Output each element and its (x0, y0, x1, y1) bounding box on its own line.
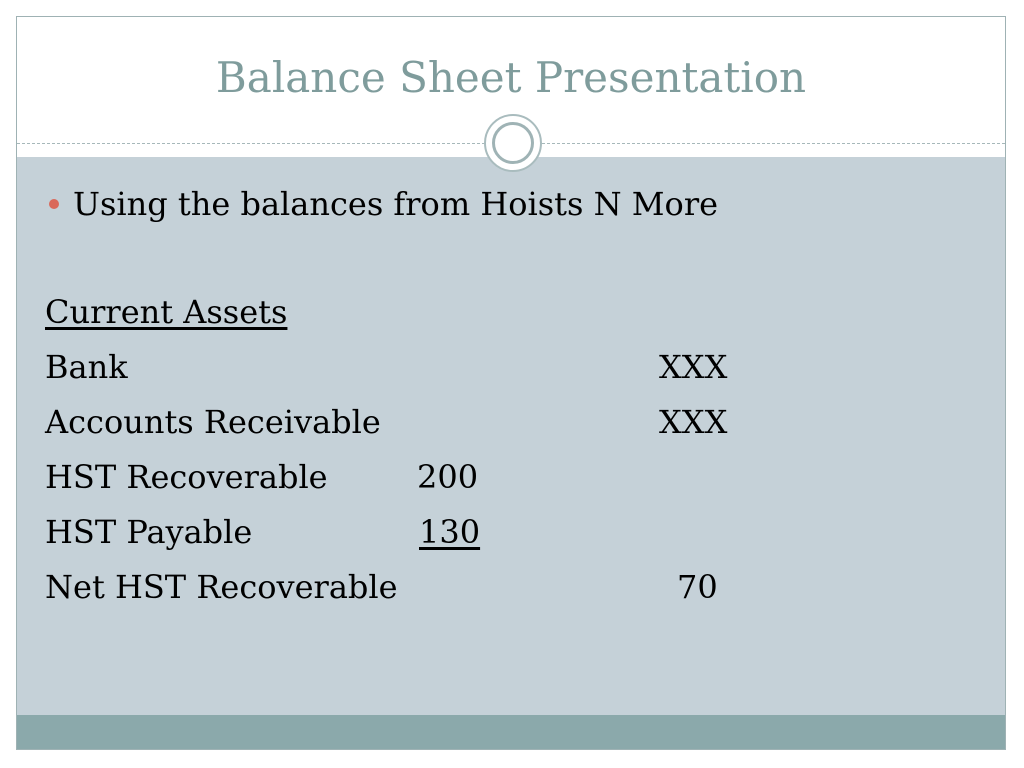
row-value-hst-recoverable: 200 (417, 458, 479, 496)
row-label-hst-payable: HST Payable (45, 513, 253, 551)
bullet-item (49, 185, 718, 223)
circle-ornament-icon (484, 114, 542, 172)
current-assets-heading: Current Assets (45, 293, 288, 331)
row-value-accounts-receivable: XXX (659, 403, 728, 441)
bullet-text: Using the balances from Hoists N More (73, 185, 719, 223)
row-value-bank: XXX (659, 348, 728, 386)
row-value-net-hst-recoverable: 70 (677, 568, 718, 606)
row-value-hst-payable: 130 (419, 513, 481, 551)
bullet-dot-icon (49, 199, 59, 209)
row-label-bank: Bank (45, 348, 128, 386)
bottom-bar (17, 715, 1005, 749)
row-label-hst-recoverable: HST Recoverable (45, 458, 328, 496)
row-label-net-hst-recoverable: Net HST Recoverable (45, 568, 398, 606)
slide-frame (16, 16, 1006, 750)
row-label-accounts-receivable: Accounts Receivable (45, 403, 381, 441)
slide-title: Balance Sheet Presentation (215, 53, 807, 102)
